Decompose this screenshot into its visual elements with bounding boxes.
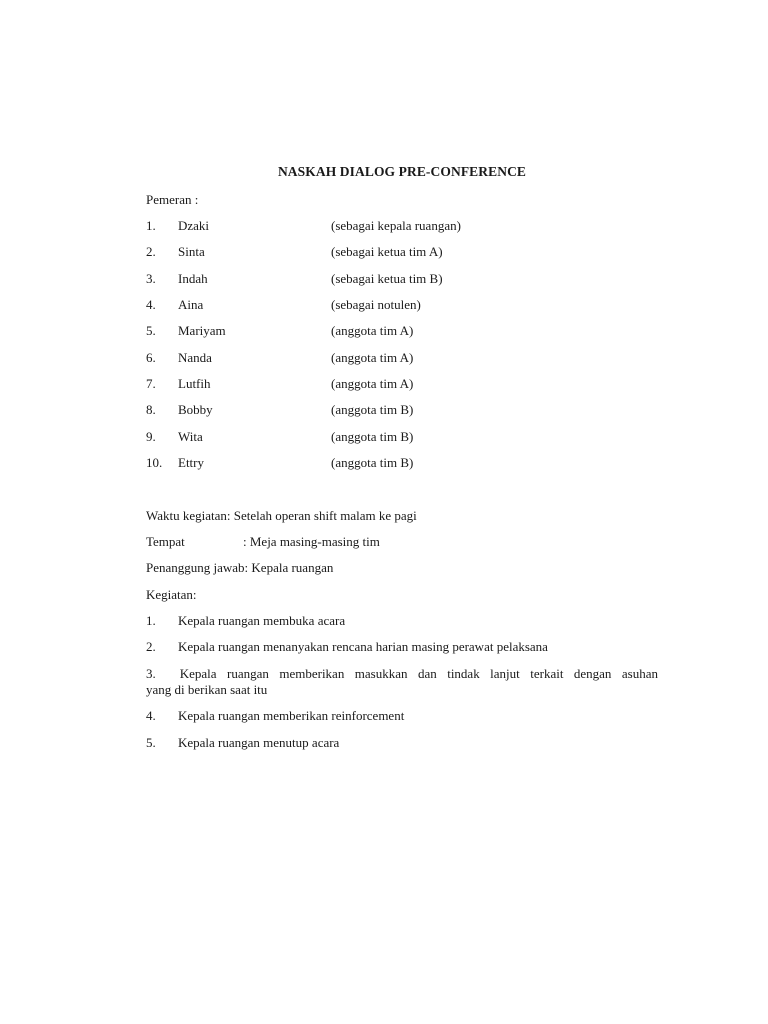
item-number: 2.	[146, 244, 156, 259]
cast-name: Wita	[178, 429, 203, 444]
cast-name: Ettry	[178, 455, 204, 470]
item-number: 2.	[146, 639, 156, 654]
item-number: 4.	[146, 708, 156, 723]
cast-role: (anggota tim A)	[331, 350, 414, 365]
cast-name: Dzaki	[178, 218, 210, 233]
tempat-line	[146, 534, 380, 550]
cast-role: (sebagai notulen)	[331, 297, 421, 312]
waktu-kegiatan: Waktu kegiatan: Setelah operan shift malam ke pagi	[146, 508, 417, 523]
cast-name: Bobby	[178, 402, 213, 417]
activity-text-line1: Kepala ruangan memberikan masukkan dan tindak lanjut terkait dengan asuhan	[179, 666, 658, 681]
item-number: 6.	[146, 350, 156, 365]
activity-text: Kepala ruangan menutup acara	[178, 735, 340, 750]
list-item-line1	[146, 666, 658, 682]
cast-role: (anggota tim B)	[331, 429, 414, 444]
tempat-value: : Meja masing-masing tim	[243, 534, 380, 549]
item-number: 5.	[146, 735, 156, 750]
item-number: 3.	[146, 271, 156, 286]
cast-name: Mariyam	[178, 323, 226, 338]
cast-name: Nanda	[178, 350, 212, 365]
cast-name: Indah	[178, 271, 208, 286]
cast-role: (anggota tim B)	[331, 455, 414, 470]
item-number: 8.	[146, 402, 156, 417]
cast-name: Lutfih	[178, 376, 211, 391]
activity-text: Kepala ruangan menanyakan rencana harian masing perawat pelaksana	[178, 639, 548, 654]
document-title: NASKAH DIALOG PRE-CONFERENCE	[277, 164, 527, 179]
tempat-label: Tempat	[146, 534, 185, 549]
item-number: 1.	[146, 218, 156, 233]
item-number: 7.	[146, 376, 156, 391]
list-item-line2: yang di berikan saat itu	[146, 682, 268, 697]
item-number: 3.	[146, 666, 156, 681]
penanggung-jawab: Penanggung jawab: Kepala ruangan	[146, 560, 334, 575]
cast-role: (sebagai kepala ruangan)	[331, 218, 461, 233]
activity-text: Kepala ruangan memberikan reinforcement	[178, 708, 405, 723]
item-number: 9.	[146, 429, 156, 444]
cast-role: (sebagai ketua tim A)	[331, 244, 443, 259]
cast-role: (anggota tim A)	[331, 323, 414, 338]
item-number: 1.	[146, 613, 156, 628]
cast-role: (anggota tim B)	[331, 402, 414, 417]
item-number: 4.	[146, 297, 156, 312]
activity-text: Kepala ruangan membuka acara	[178, 613, 346, 628]
cast-name: Aina	[178, 297, 204, 312]
cast-role: (sebagai ketua tim B)	[331, 271, 443, 286]
pemeran-label: Pemeran :	[146, 192, 199, 207]
cast-name: Sinta	[178, 244, 205, 259]
item-number: 10.	[146, 455, 163, 470]
item-number: 5.	[146, 323, 156, 338]
kegiatan-label: Kegiatan:	[146, 587, 197, 602]
cast-role: (anggota tim A)	[331, 376, 414, 391]
